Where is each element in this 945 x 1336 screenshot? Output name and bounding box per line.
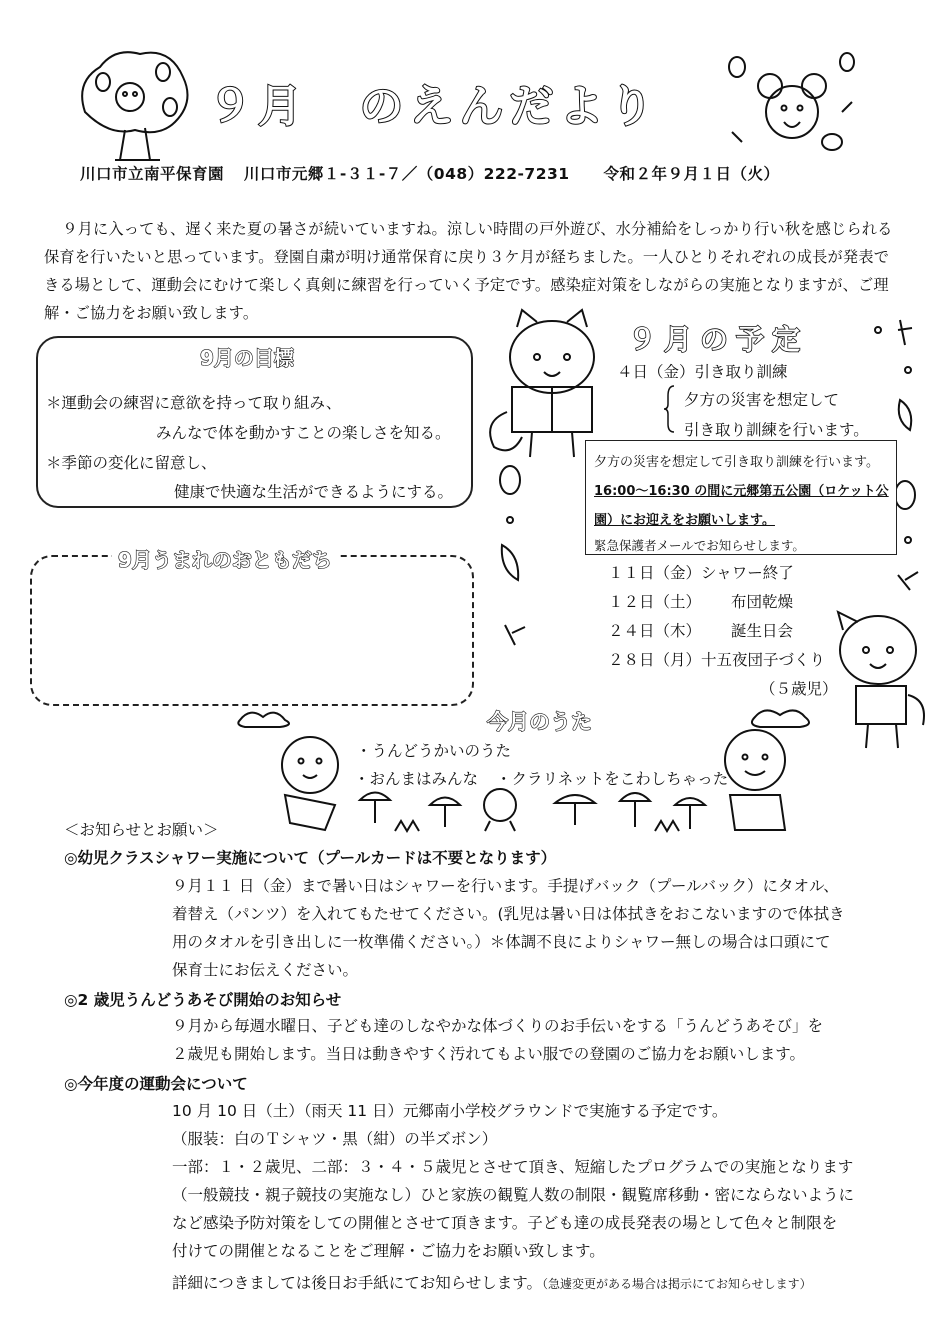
notice-3-line-2: （服装：白のＴシャツ・黒（紺）の半ズボン） [172, 1130, 498, 1148]
notice-3-line-7 [172, 1269, 892, 1298]
notice-3-title: ◎今年度の運動会について [64, 1075, 248, 1093]
birthdays-title: 9月うまれのおともだち [112, 544, 338, 573]
schedule-event-12-date: １２日（土） [608, 593, 702, 611]
notice-1-line-1: ９月１１ 日（金）まで暑い日はシャワーを行います。手提げバック（プールバック）にタオル、 [172, 877, 839, 895]
schedule-event-12-name: 布団乾燥 [731, 593, 794, 611]
notice-3-body [172, 1097, 892, 1298]
notice-3-line-6: 付けての開催となることをご理解・ご協力をお願い致します。 [172, 1242, 605, 1260]
schedule-event-4: ４日（金）引き取り訓練 [617, 363, 788, 381]
songs-title: 今月のうた [487, 710, 592, 734]
schedule-event-24-name: 誕生日会 [731, 622, 794, 640]
schedule-brace [664, 384, 676, 434]
schedule-event-11: １１日（金）シャワー終了 [608, 564, 794, 582]
notice-3-line-7-small: （急遽変更がある場合は掲示にてお知らせします） [542, 1277, 812, 1291]
title-rest: のえんだより [359, 81, 660, 132]
drill-notice-line-3: 園）にお迎えをお願いします。 [594, 513, 775, 528]
goals-title: 9月の目標 [200, 346, 294, 370]
notice-2-body [172, 1012, 892, 1068]
drill-notice-line-1: 夕方の災害を想定して引き取り訓練を行います。 [594, 455, 879, 470]
song-2: ・おんまはみんな [354, 770, 479, 788]
schedule-event-4-sub2: 引き取り訓練を行います。 [684, 421, 869, 439]
goal-item-2b: 健康で快適な生活ができるようにする。 [174, 483, 454, 501]
notice-3-line-4: （一般競技・親子競技の実施なし）ひと家族の観覧人数の制限・観覧席移動・密にならないように [172, 1186, 855, 1204]
goal-item-1b: みんなで体を動かすことの楽しさを知る。 [156, 424, 451, 442]
header-info [80, 162, 780, 184]
birthdays-box [30, 555, 474, 706]
goal-item-1a: ＊運動会の練習に意欲を持って取り組み、 [46, 394, 342, 412]
intro-paragraph [44, 215, 900, 327]
drill-notice-line-2: 16:00～16:30 の間に元郷第五公園（ロケット公 [594, 484, 889, 499]
school-address: 川口市元郷１-３１-７／（048）222-7231 [243, 165, 570, 183]
notice-1-title: ◎幼児クラスシャワー実施について（プールカードは不要となります） [64, 849, 557, 867]
notices-heading: ＜お知らせとお願い＞ [64, 821, 219, 839]
notice-1-line-3: 用のタオルを引き出しに一枚準備ください。）＊体調不良によりシャワー無しの場合は口頭にて [172, 933, 831, 951]
notice-2-line-1: ９月から毎週水曜日、子ども達のしなやかな体づくりのお手伝いをする「うんどうあそび」を [172, 1017, 824, 1035]
mouse-acorn-illustration [712, 42, 862, 162]
notice-2-title: ◎2 歳児うんどうあそび開始のお知らせ [64, 991, 342, 1009]
schedule-event-4-sub1: 夕方の災害を想定して [684, 391, 840, 409]
drill-notice-line-4: 緊急保護者メールでお知らせします。 [594, 538, 805, 553]
goal-item-2a: ＊季節の変化に留意し、 [46, 454, 217, 472]
squirrel-bag-illustration [828, 600, 928, 750]
notice-3-line-5: など感染予防対策をしての開催とさせて頂きます。子ども達の成長発表の場として色々と制限を [172, 1214, 838, 1232]
schedule-event-28: ２８日（月）十五夜団子づくり [608, 651, 826, 669]
issue-date: 令和２年９月１日（火） [603, 165, 780, 183]
song-3: ・クラリネットをこわしちゃった [496, 770, 729, 788]
schedule-event-24-date: ２４日（木） [608, 622, 702, 640]
intro-text: ９月に入っても、遅く来た夏の暑さが続いていますね。涼しい時間の戸外遊び、水分補給をしっかり行い秋を感じられる保育を行いたいと思っています。登園自粛が明け通常保育に戻り３ケ月が経ちました。一人ひとりそれぞれの成長が発表できる場として、運動会にむけて楽しく真剣に練習を行っていく予定です。感染症対策をしながらの実施となりますが、ご理解・ご協力をお願い致します。 [44, 220, 893, 322]
notice-2-line-2: ２歳児も開始します。当日は動きやすく汚れてもよい服での登園のご協力をお願いします。 [172, 1045, 806, 1063]
school-name: 川口市立南平保育園 [80, 165, 225, 183]
song-1: ・うんどうかいのうた [356, 742, 512, 760]
title-month: ９月 [208, 81, 308, 132]
newsletter-title [208, 70, 659, 134]
notice-3-line-1: 10 月 10 日（土）（雨天 11 日）元郷南小学校グラウンドで実施する予定です。 [172, 1102, 728, 1120]
notice-3-line-7-main: 詳細につきましては後日お手紙にてお知らせします。 [172, 1274, 542, 1292]
notice-3-line-3: 一部：１・２歳児、二部：３・４・５歳児とさせて頂き、短縮したプログラムでの実施となります [172, 1158, 854, 1176]
schedule-title: ９月の予定 [628, 323, 809, 356]
acorns-leaves-left-illustration [490, 455, 540, 665]
schedule-event-28-note: （５歳児） [760, 680, 838, 698]
notice-1-line-2: 着替え（パンツ）を入れてもたせてください。(乳児は暑い日は体拭きをおこないますので体拭き [172, 905, 845, 923]
drill-notice-box [585, 440, 897, 555]
tree-squirrel-illustration [75, 42, 195, 162]
notice-1-body [172, 872, 892, 984]
notice-1-line-4: 保育士にお伝えください。 [172, 961, 359, 979]
